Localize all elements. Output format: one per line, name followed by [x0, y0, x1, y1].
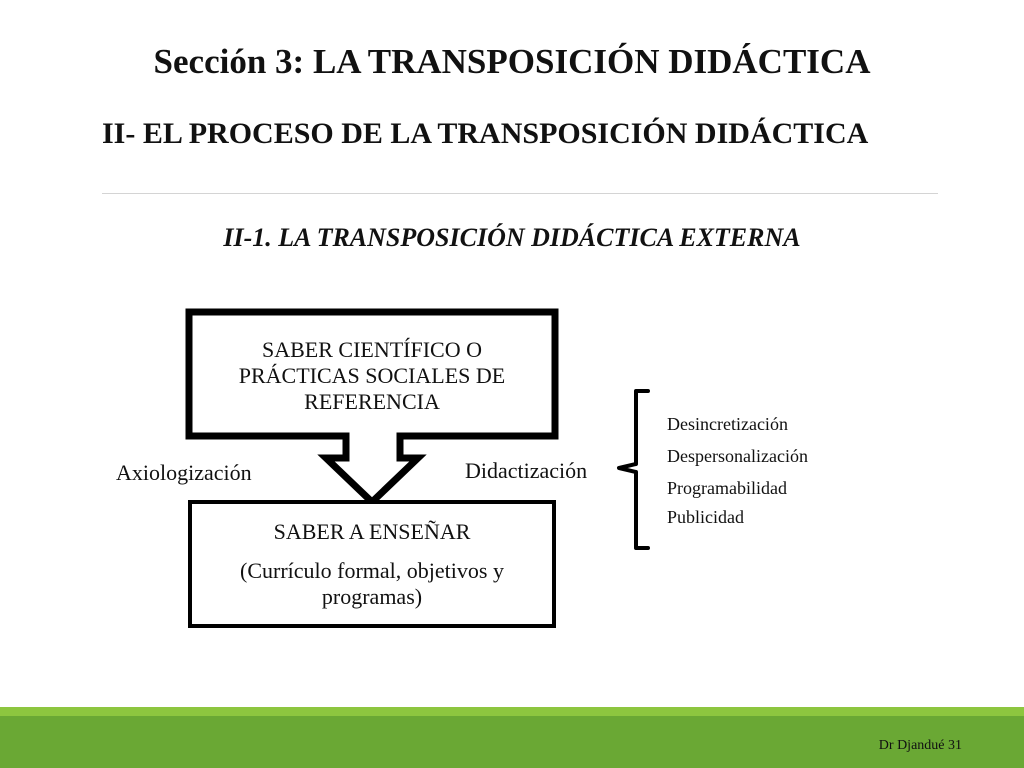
list-item: Programabilidad [667, 478, 787, 498]
slide-subtitle: II- EL PROCESO DE LA TRANSPOSICIÓN DIDÁCTICA [102, 117, 869, 150]
bottom-box-title: SABER A ENSEÑAR [273, 519, 471, 544]
list-item: Despersonalización [667, 446, 808, 466]
slide-title: Sección 3: LA TRANSPOSICIÓN DIDÁCTICA [153, 42, 871, 81]
footer-bar-light [0, 707, 1024, 716]
footer-credit: Dr Djandué 31 [878, 738, 962, 753]
footer-bar [0, 716, 1024, 768]
top-box-text: SABER CIENTÍFICO O PRÁCTICAS SOCIALES DE REFERENCIA [238, 337, 506, 414]
brace-icon [619, 391, 648, 548]
didactization-label: Didactización [465, 458, 588, 483]
list-item: Publicidad [667, 507, 744, 527]
axiologization-label: Axiologización [116, 460, 252, 485]
bottom-box-detail: (Currículo formal, objetivos y programas) [240, 558, 504, 609]
list-item: Desincretización [667, 414, 788, 434]
section-heading: II-1. LA TRANSPOSICIÓN DIDÁCTICA EXTERNA [223, 223, 801, 252]
